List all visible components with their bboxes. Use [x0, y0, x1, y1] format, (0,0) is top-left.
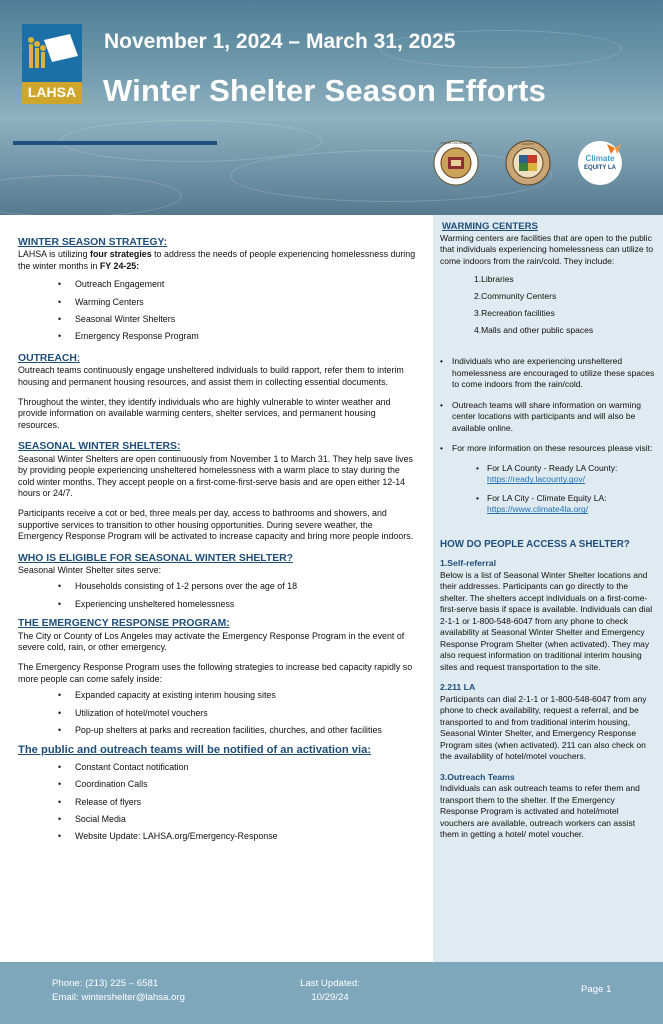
outreach-heading	[18, 353, 416, 364]
list-item: 3.Recreation facilities	[474, 308, 555, 319]
outreach-teams-heading: 3.Outreach Teams	[440, 771, 515, 782]
warming-bullets	[440, 356, 655, 516]
eligible-intro: Seasonal Winter Shelter sites serve:	[18, 564, 162, 575]
strategy-list	[18, 279, 416, 343]
list-item: • Outreach teams will share information on warming center locations with participants and will also be available online.	[440, 400, 655, 435]
eligible-list	[18, 581, 416, 610]
list-item: • Expanded capacity at existing interim housing sites	[58, 690, 416, 701]
city-seal-logo	[433, 140, 479, 186]
city-seal-label: CITY OF LOS ANGELES	[440, 141, 472, 145]
resource-item	[476, 493, 655, 516]
climate4la-link[interactable]: https://www.climate4la.org/	[487, 504, 589, 515]
resource-label: • For LA County - Ready LA County:	[487, 462, 618, 473]
strategy-heading: WINTER SEASON STRATEGY:	[18, 237, 168, 248]
list-item: 4.Malls and other public spaces	[474, 325, 594, 336]
footer-contact	[52, 977, 185, 1005]
page-title: Winter Shelter Season Efforts	[103, 73, 547, 108]
footer-updated-date: 10/29/24	[311, 992, 349, 1003]
date-range: November 1, 2024 – March 31, 2025	[104, 30, 456, 53]
notify-heading: The public and outreach teams will be notified of an activation via:	[18, 744, 372, 757]
water-ripple	[230, 150, 552, 202]
erp-paragraph-2: The Emergency Response Program uses the following strategies to increase bed capacity rapidly so more people can come safely inside:	[18, 662, 413, 684]
outreach-teams-text: Individuals can ask outreach teams to refer them and transport them to the shelter. If the Emergency Response Program is activated and hotel/motel vouchers are available, outreach workers can assist them in getting a hotel/ motel voucher.	[440, 783, 640, 840]
strategy-intro-bold: four strategies	[90, 249, 152, 260]
climate-logo-line2: EQUITY LA	[584, 165, 616, 171]
la211-text: Participants can dial 2-1-1 or 1-800-548-6047 from any phone to check availability, request a referral, and be transported to and from traditional interim housing, Seasonal Winter Shelter, and Emergency Response Program sites (when activated). 211 can also check on the availability of hotel/motel vouchers.	[440, 693, 647, 762]
warming-heading: WARMING CENTERS	[442, 221, 538, 232]
seasonal-heading: SEASONAL WINTER SHELTERS:	[18, 441, 181, 453]
footer	[0, 962, 663, 1024]
list-item: • Outreach Engagement	[58, 279, 416, 290]
main-column	[18, 230, 416, 849]
list-item: • Website Update: LAHSA.org/Emergency-Response	[58, 831, 416, 842]
la211-heading: 2.211 LA	[440, 682, 476, 693]
erp-heading: THE EMERGENCY RESPONSE PROGRAM:	[18, 618, 230, 630]
resource-links	[452, 463, 655, 516]
sidebar	[433, 215, 663, 962]
list-item: • Emergency Response Program	[58, 331, 416, 342]
list-item: 2.Community Centers	[474, 291, 557, 302]
list-item: • Pop-up shelters at parks and recreation facilities, churches, and other facilities	[58, 725, 416, 736]
seasonal-paragraph-1: Seasonal Winter Shelters are open continuously from November 1 to March 31. They help save lives by providing people experiencing unsheltered homelessness with a warm place to stay during the cold winter months. They accept people on a first-come-first-serve basis and are open either 12-14 hours or 24/7.	[18, 453, 413, 498]
logo-text: LAHSA	[27, 84, 77, 100]
footer-updated-label: Last Updated:	[300, 978, 360, 989]
climate-equity-la-logo	[577, 140, 623, 186]
water-ripple	[0, 175, 182, 215]
erp-paragraph-1: The City or County of Los Angeles may activate the Emergency Response Program in the event of severe cold, rain, or other emergency.	[18, 630, 405, 652]
county-seal-logo	[505, 140, 551, 186]
title-accent-bar	[13, 141, 217, 145]
list-item: • Release of flyers	[58, 797, 416, 808]
list-item: • Utilization of hotel/motel vouchers	[58, 708, 416, 719]
list-item: • Warming Centers	[58, 297, 416, 308]
header-banner	[0, 0, 663, 215]
warming-list	[440, 274, 655, 337]
list-item: • Households consisting of 1-2 persons over the age of 18	[58, 581, 416, 592]
strategy-intro-pre: LAHSA is utilizing	[18, 249, 91, 260]
notify-list	[18, 762, 416, 843]
self-referral-text: Below is a list of Seasonal Winter Shelter locations and their addresses. Participants can go directly to the shelter. The shelters accept individuals on a first-come-first-serve basis if space is available. Individuals can dial 2-1-1 or 1-800-548-6047 from any phone to check availability at Seasonal Winter Shelter and Emergency Response Program Shelter (when activated). They may also request information on traditional interim housing sites and request transportation to the site.	[440, 569, 653, 672]
resource-label: • For LA City - Climate Equity LA:	[487, 492, 607, 503]
eligible-heading: WHO IS ELIGIBLE FOR SEASONAL WINTER SHELTER?	[18, 552, 293, 564]
climate-logo-line1: Climate	[585, 154, 615, 163]
strategy-intro-fy: FY 24-25:	[99, 260, 140, 271]
self-referral-heading: 1.Self-referral	[440, 558, 497, 569]
outreach-heading-text: OUTREACH	[18, 352, 77, 364]
erp-list	[18, 690, 416, 736]
footer-updated	[290, 977, 370, 1005]
list-item: • Seasonal Winter Shelters	[58, 314, 416, 325]
list-item: • Coordination Calls	[58, 779, 416, 790]
footer-email: Email: wintershelter@lahsa.org	[52, 992, 185, 1003]
access-heading: HOW DO PEOPLE ACCESS A SHELTER?	[440, 538, 630, 550]
list-item	[440, 443, 655, 516]
list-item: • Constant Contact notification	[58, 762, 416, 773]
sidebar-content	[440, 221, 655, 841]
ready-lacounty-link[interactable]: https://ready.lacounty.gov/	[487, 474, 585, 485]
strategy-intro	[18, 249, 416, 272]
list-item: • Experiencing unsheltered homelessness	[58, 599, 416, 610]
lahsa-logo	[22, 24, 82, 104]
list-item: • Individuals who are experiencing unsheltered homelessness are encouraged to utilize these spaces to come indoors from the rain/cold.	[440, 356, 655, 391]
outreach-paragraph-2: Throughout the winter, they identify individuals who are highly vulnerable to winter weather and provide information on available warming centers, shelter services, and permanent housing resources.	[18, 397, 391, 430]
strategy-intro-mid: to address the needs of people experiencing homelessness during the winter months in	[18, 249, 416, 271]
outreach-colon: :	[76, 352, 80, 364]
list-item: 1.Libraries	[474, 274, 514, 284]
list-item: • Social Media	[58, 814, 416, 825]
county-seal-label: COUNTY	[521, 142, 535, 146]
outreach-paragraph-1: Outreach teams continuously engage unsheltered individuals to build rapport, refer them to interim housing and permanent housing resources, and assist them in collecting essential documents.	[18, 365, 404, 387]
seasonal-paragraph-2: Participants receive a cot or bed, three meals per day, access to bathrooms and showers, and supportive services to transition to other housing opportunities. During severe weather, the Emergency Response Program will be activated to increase capacity and bring more people indoors.	[18, 508, 414, 542]
page-number: Page 1	[581, 984, 612, 995]
warming-intro: Warming centers are facilities that are open to the public that individuals experiencing homelessness can utilize to come indoors from the rain/cold. They include:	[440, 232, 654, 266]
footer-phone: Phone: (213) 225 – 6581	[52, 978, 159, 989]
resources-intro: For more information on these resources please visit:	[452, 443, 653, 454]
resource-item	[476, 463, 655, 486]
